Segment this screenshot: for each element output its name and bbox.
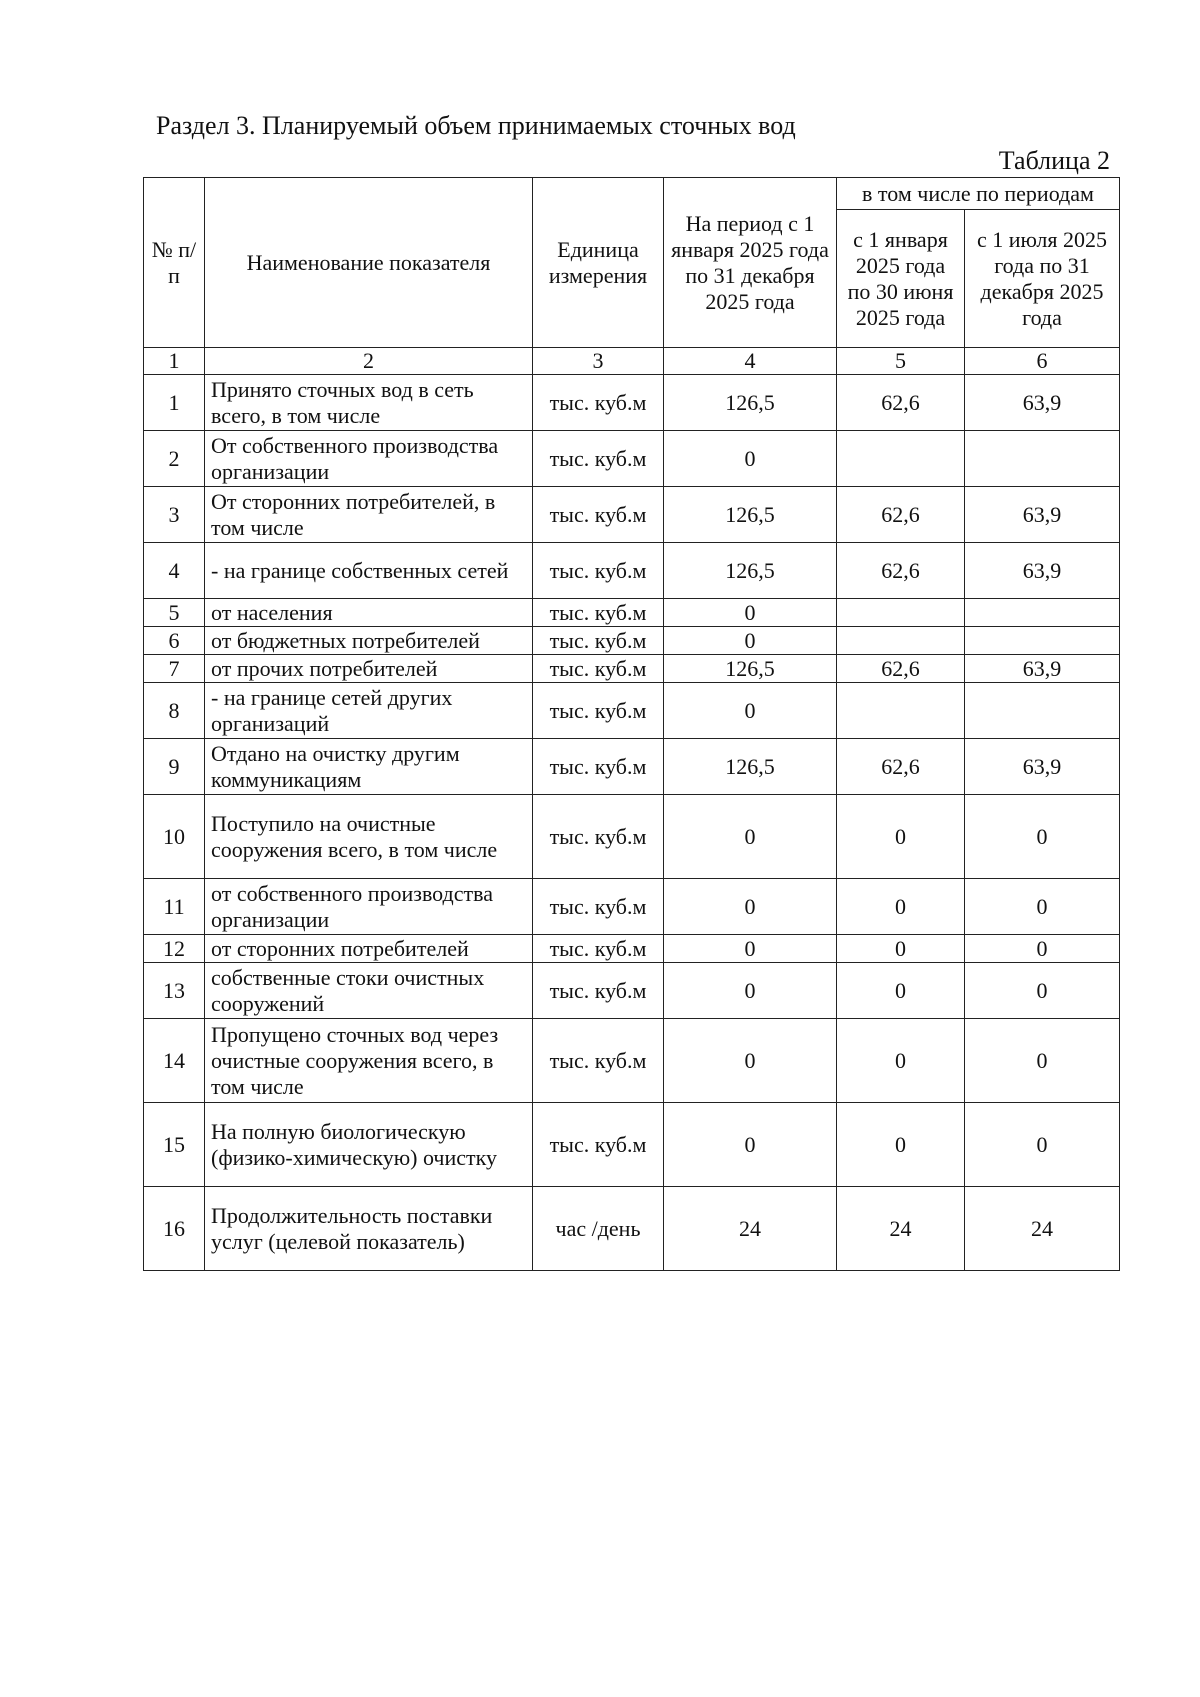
total-value: 0: [664, 1103, 837, 1187]
header-half1: с 1 января 2025 года по 30 июня 2025 года: [837, 210, 965, 348]
row-number: 10: [144, 795, 205, 879]
total-value: 0: [664, 1019, 837, 1103]
indicator-name: от бюджетных потребителей: [205, 627, 533, 655]
first-half-value: 0: [837, 963, 965, 1019]
table-label: Таблица 2: [998, 146, 1110, 175]
second-half-value: 0: [965, 879, 1120, 935]
row-number: 16: [144, 1187, 205, 1271]
indicator-name: Продолжительность поставки услуг (целевой показатель): [205, 1187, 533, 1271]
unit-cell: тыс. куб.м: [533, 739, 664, 795]
second-half-value: 24: [965, 1187, 1120, 1271]
total-value: 0: [664, 795, 837, 879]
row-number: 9: [144, 739, 205, 795]
first-half-value: [837, 599, 965, 627]
second-half-value: 0: [965, 963, 1120, 1019]
first-half-value: 62,6: [837, 543, 965, 599]
total-value: 126,5: [664, 739, 837, 795]
indicator-name: - на границе сетей других организаций: [205, 683, 533, 739]
second-half-value: 63,9: [965, 543, 1120, 599]
unit-cell: тыс. куб.м: [533, 543, 664, 599]
row-number: 13: [144, 963, 205, 1019]
indicator-name: Пропущено сточных вод через очистные сооружения всего, в том числе: [205, 1019, 533, 1103]
row-number: 12: [144, 935, 205, 963]
second-half-value: [965, 627, 1120, 655]
second-half-value: 0: [965, 795, 1120, 879]
table-row: [144, 683, 1120, 739]
row-number: 2: [144, 431, 205, 487]
column-number: 4: [664, 348, 837, 375]
table-row: [144, 1019, 1120, 1103]
first-half-value: 62,6: [837, 655, 965, 683]
table-header: [144, 178, 1120, 375]
table-row: [144, 1187, 1120, 1271]
total-value: 0: [664, 879, 837, 935]
first-half-value: 0: [837, 1103, 965, 1187]
unit-cell: тыс. куб.м: [533, 1019, 664, 1103]
row-number: 7: [144, 655, 205, 683]
total-value: 126,5: [664, 375, 837, 431]
total-value: 0: [664, 599, 837, 627]
total-value: 0: [664, 963, 837, 1019]
first-half-value: 0: [837, 1019, 965, 1103]
indicator-name: Поступило на очистные сооружения всего, в том числе: [205, 795, 533, 879]
first-half-value: [837, 431, 965, 487]
unit-cell: тыс. куб.м: [533, 683, 664, 739]
total-value: 126,5: [664, 543, 837, 599]
unit-cell: тыс. куб.м: [533, 1103, 664, 1187]
row-number: 14: [144, 1019, 205, 1103]
total-value: 0: [664, 683, 837, 739]
second-half-value: 63,9: [965, 487, 1120, 543]
header-half2: с 1 июля 2025 года по 31 декабря 2025 года: [965, 210, 1120, 348]
first-half-value: [837, 683, 965, 739]
table-body: [144, 375, 1120, 1271]
total-value: 126,5: [664, 655, 837, 683]
column-number: 6: [965, 348, 1120, 375]
header-subperiods: в том числе по периодам: [837, 178, 1120, 210]
total-value: 0: [664, 431, 837, 487]
header-period: На период с 1 января 2025 года по 31 декабря 2025 года: [664, 178, 837, 348]
table-row: [144, 879, 1120, 935]
indicator-name: От собственного производства организации: [205, 431, 533, 487]
indicator-name: От сторонних потребителей, в том числе: [205, 487, 533, 543]
row-number: 11: [144, 879, 205, 935]
unit-cell: тыс. куб.м: [533, 599, 664, 627]
column-number: 5: [837, 348, 965, 375]
unit-cell: тыс. куб.м: [533, 375, 664, 431]
unit-cell: тыс. куб.м: [533, 487, 664, 543]
indicator-name: от сторонних потребителей: [205, 935, 533, 963]
header-num: № п/п: [144, 178, 205, 348]
row-number: 3: [144, 487, 205, 543]
indicator-name: от собственного производства организации: [205, 879, 533, 935]
first-half-value: 62,6: [837, 739, 965, 795]
total-value: 0: [664, 627, 837, 655]
unit-cell: тыс. куб.м: [533, 431, 664, 487]
row-number: 1: [144, 375, 205, 431]
row-number: 4: [144, 543, 205, 599]
table-row: [144, 487, 1120, 543]
first-half-value: 0: [837, 795, 965, 879]
indicator-name: от населения: [205, 599, 533, 627]
unit-cell: тыс. куб.м: [533, 795, 664, 879]
first-half-value: 62,6: [837, 375, 965, 431]
table-row: [144, 599, 1120, 627]
first-half-value: [837, 627, 965, 655]
unit-cell: тыс. куб.м: [533, 963, 664, 1019]
first-half-value: 0: [837, 879, 965, 935]
second-half-value: 63,9: [965, 655, 1120, 683]
table-row: [144, 375, 1120, 431]
table-row: [144, 1103, 1120, 1187]
first-half-value: 24: [837, 1187, 965, 1271]
row-number: 5: [144, 599, 205, 627]
column-numbers-row: [144, 348, 1120, 375]
indicator-name: Отдано на очистку другим коммуникациям: [205, 739, 533, 795]
header-unit: Единица измерения: [533, 178, 664, 348]
indicator-name: от прочих потребителей: [205, 655, 533, 683]
table-row: [144, 795, 1120, 879]
second-half-value: 63,9: [965, 739, 1120, 795]
row-number: 6: [144, 627, 205, 655]
indicator-name: - на границе собственных сетей: [205, 543, 533, 599]
unit-cell: тыс. куб.м: [533, 627, 664, 655]
table-row: [144, 431, 1120, 487]
row-number: 15: [144, 1103, 205, 1187]
second-half-value: 0: [965, 935, 1120, 963]
second-half-value: [965, 599, 1120, 627]
total-value: 24: [664, 1187, 837, 1271]
first-half-value: 0: [837, 935, 965, 963]
indicator-name: Принято сточных вод в сеть всего, в том числе: [205, 375, 533, 431]
second-half-value: [965, 431, 1120, 487]
unit-cell: тыс. куб.м: [533, 879, 664, 935]
second-half-value: [965, 683, 1120, 739]
table-row: [144, 627, 1120, 655]
table-row: [144, 543, 1120, 599]
wastewater-volume-table: [143, 177, 1120, 1271]
first-half-value: 62,6: [837, 487, 965, 543]
column-number: 2: [205, 348, 533, 375]
row-number: 8: [144, 683, 205, 739]
table-row: [144, 655, 1120, 683]
unit-cell: тыс. куб.м: [533, 935, 664, 963]
indicator-name: На полную биологическую (физико-химическую) очистку: [205, 1103, 533, 1187]
column-number: 3: [533, 348, 664, 375]
indicator-name: собственные стоки очистных сооружений: [205, 963, 533, 1019]
table-row: [144, 963, 1120, 1019]
second-half-value: 63,9: [965, 375, 1120, 431]
second-half-value: 0: [965, 1103, 1120, 1187]
header-name: Наименование показателя: [205, 178, 533, 348]
second-half-value: 0: [965, 1019, 1120, 1103]
unit-cell: час /день: [533, 1187, 664, 1271]
section-title: Раздел 3. Планируемый объем принимаемых сточных вод: [156, 111, 796, 140]
total-value: 0: [664, 935, 837, 963]
total-value: 126,5: [664, 487, 837, 543]
unit-cell: тыс. куб.м: [533, 655, 664, 683]
table-row: [144, 935, 1120, 963]
column-number: 1: [144, 348, 205, 375]
table-row: [144, 739, 1120, 795]
